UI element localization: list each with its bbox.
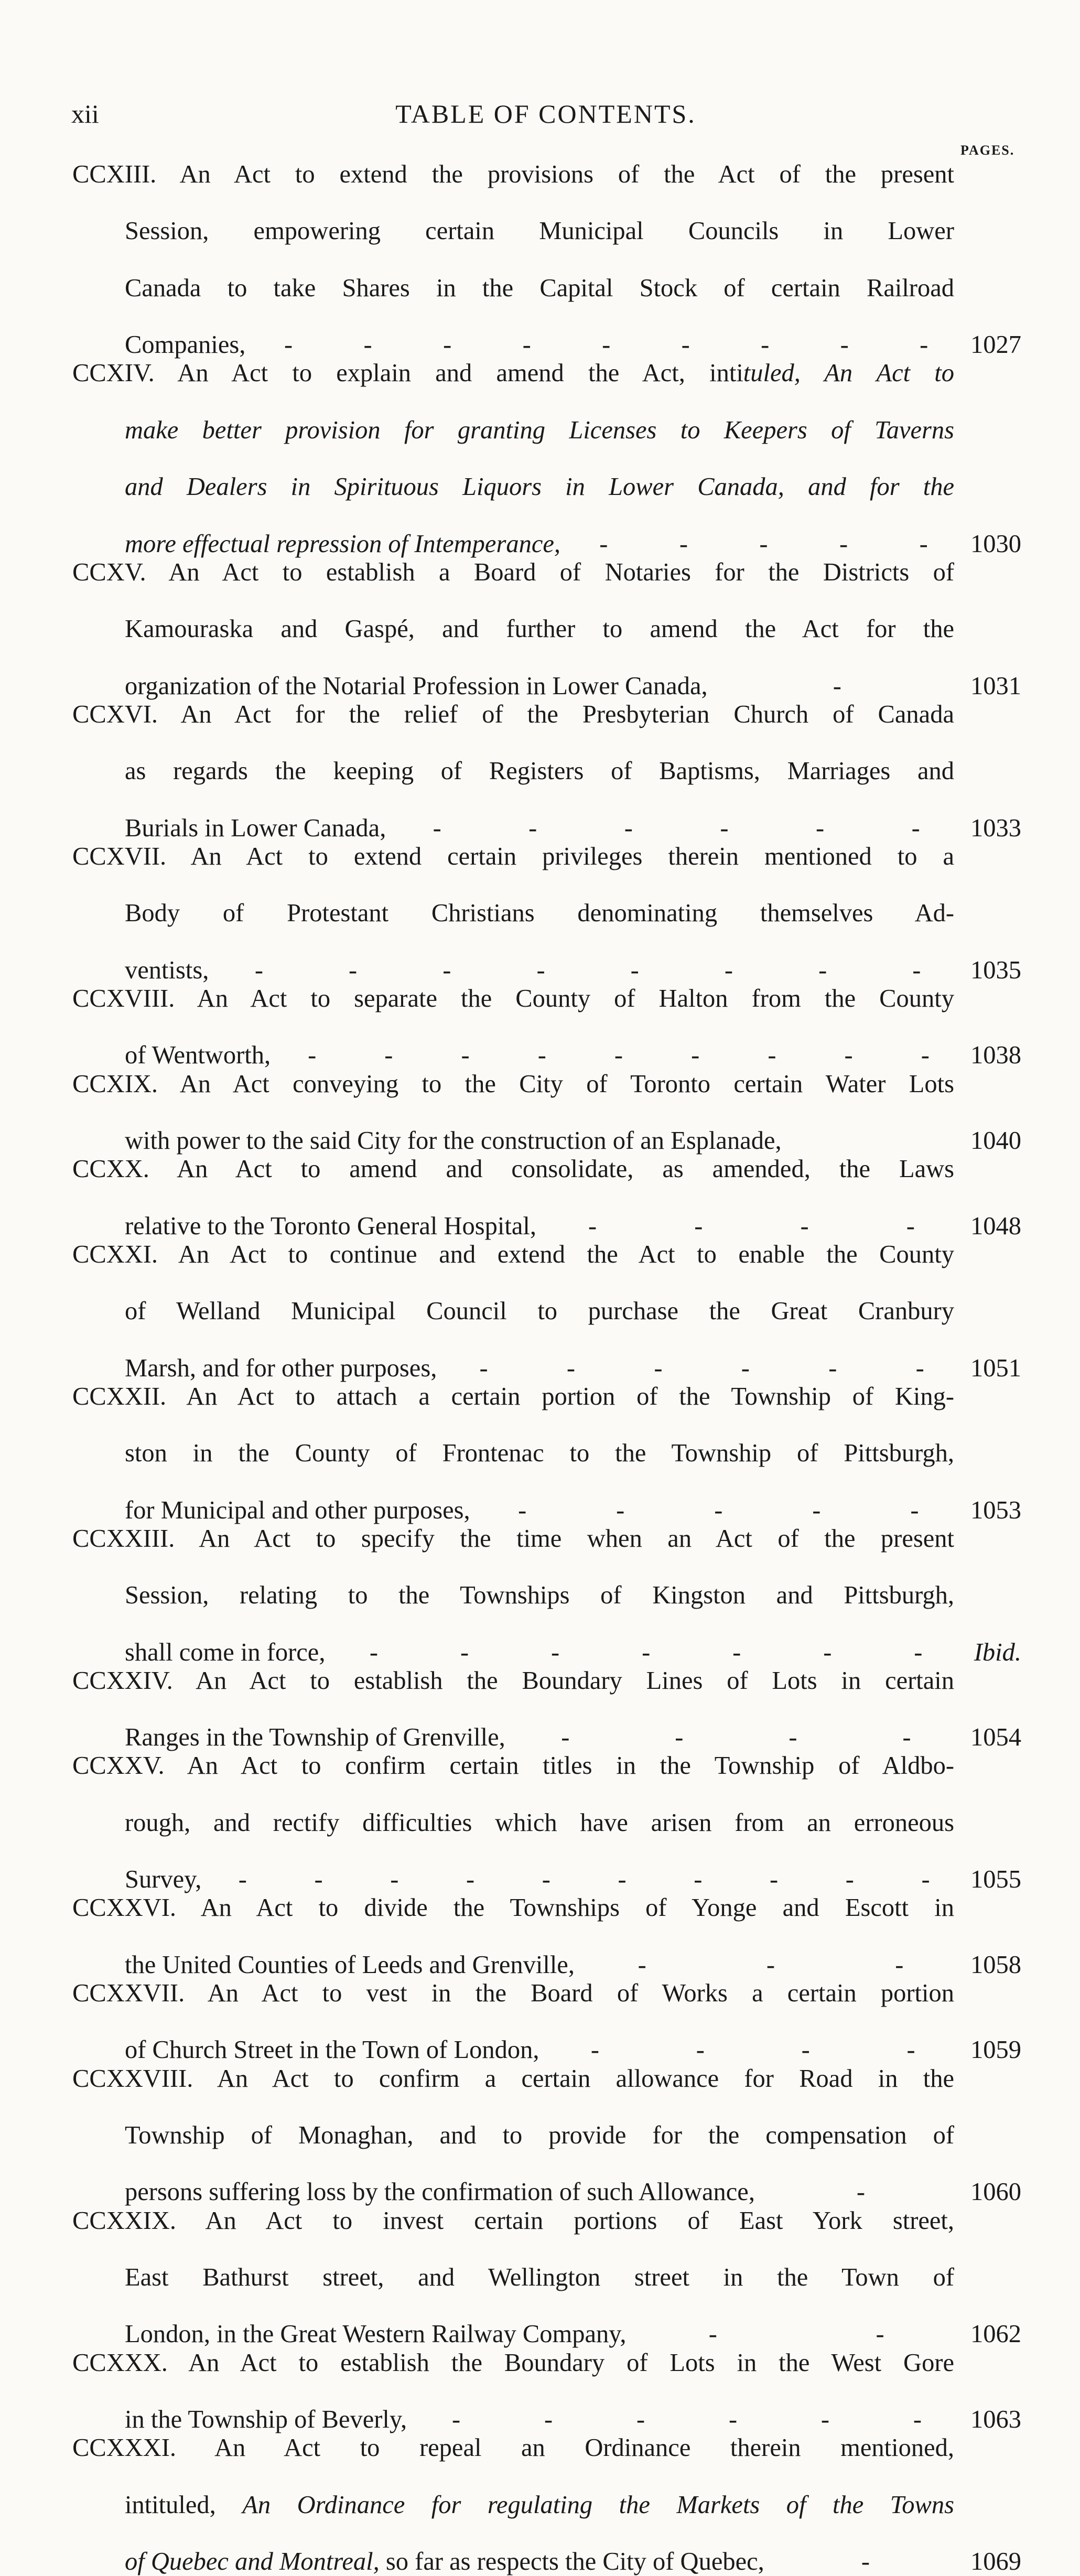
roman-text: CCXIV. An Act to explain and amend the Act, inti [72,359,743,387]
leader-dash: - [675,1723,684,1752]
entry-last-text: organization of the Notarial Profession in Lower Canada, [125,672,708,700]
entry-last-text: Survey, [125,1866,202,1894]
leader-dash: - [536,956,545,984]
entry-last-line [72,1639,1021,1667]
entry-heading-line: CCXXVII. An Act to vest in the Board of Works a certain portion [72,1979,954,2007]
toc-entry [72,1155,1021,1241]
entry-last-text: the United Counties of Leeds and Grenville, [125,1950,575,1979]
page-title: TABLE OF CONTENTS. [395,99,696,128]
leader-dash: - [518,1496,527,1524]
leader-dash: - [460,1638,469,1666]
roman-text: so far as respects the City of Quebec, [379,2548,764,2576]
leader-dash: - [769,1866,779,1894]
entry-last-line [72,1951,1021,1979]
leader-dash: - [566,1354,576,1382]
page-reference: 1051 [970,1354,1021,1382]
leader-dash: - [828,1354,837,1382]
page-reference: 1030 [970,530,1021,558]
leader-dash: - [254,956,263,984]
entry-last-text: of Wentworth, [125,1041,271,1070]
entry-heading-line: CCXXI. An Act to continue and extend the Act to enable the County [72,1240,954,1268]
toc-entry [72,2207,1021,2349]
page-reference: 1069 [970,2548,1021,2576]
dot-leader [271,1041,967,1070]
leader-dash: - [823,1638,832,1666]
leader-dash: - [801,2036,810,2064]
leader-dash: - [528,814,537,842]
leader-dash: - [915,1354,924,1382]
leader-dash: - [906,1212,915,1240]
leader-dash: - [921,1866,930,1894]
leader-dash: - [308,1041,317,1070]
dot-leader [407,2406,967,2434]
leader-dash: - [844,1041,853,1070]
entry-last-line [72,814,1021,843]
entry-last-line [72,1212,1021,1241]
leader-dash: - [630,956,639,984]
page-reference: 1055 [970,1866,1021,1894]
entry-last-line [72,2320,1021,2348]
page-reference: 1059 [970,2036,1021,2064]
leader-dash: - [845,1866,854,1894]
leader-dash: - [732,1638,741,1666]
entry-last-text: Companies, [125,331,246,359]
toc-entry [72,2349,1021,2434]
entry-continuation-line: of Welland Municipal Council to purchase the Great Cranbury [125,1297,954,1325]
page-header [71,99,1020,141]
leader-dash: - [789,1723,797,1752]
leader-dash: - [561,1723,570,1752]
roman-text: intituled, [125,2491,243,2519]
entry-heading-line: CCXXVI. An Act to divide the Townships of Yonge and Escott in [72,1894,954,1922]
entry-last-line [72,1127,1021,1155]
dot-leader [764,2548,967,2576]
page-reference: 1058 [970,1950,1021,1979]
leader-dash: - [920,331,928,359]
pages-column-label: PAGES. [960,143,1015,158]
entry-last-line [72,2406,1021,2434]
toc-entry [72,700,1021,843]
leader-dash: - [696,2036,705,2064]
entry-continuation-line: as regards the keeping of Registers of Baptisms, Marriages and [125,757,954,785]
leader-dash: - [614,1041,623,1070]
toc-entry [72,2065,1021,2207]
toc-entry [72,1979,1021,2065]
toc-entry [72,160,1021,359]
leader-dash: - [912,956,921,984]
page-reference: 1035 [970,956,1021,984]
entry-heading-line: CCXVI. An Act for the relief of the Presbyterian Church of Canada [72,700,954,728]
leader-dash: - [369,1638,379,1666]
entry-last-text: of Church Street in the Town of London, [125,2036,539,2064]
leader-dash: - [906,2036,915,2064]
italic-text: make better provision for granting Licenses to Keepers of Taverns [125,416,954,444]
entry-last-line [72,2036,1021,2064]
toc-entry [72,1070,1021,1156]
entry-continuation-line: Township of Monaghan, and to provide for the compensation of [125,2121,954,2150]
page-reference: Ibid. [974,1638,1021,1666]
leader-dash: - [861,2548,870,2576]
leader-dash: - [708,2320,717,2348]
leader-dash: - [479,1354,488,1382]
toc-entry [72,843,1021,985]
leader-dash: - [691,1041,700,1070]
page-reference: 1053 [970,1496,1021,1524]
page-number: xii [71,99,99,128]
toc-entry [72,558,1021,700]
leader-dash: - [913,2406,922,2434]
entry-continuation-line [72,473,954,530]
toc-entry [72,1667,1021,1752]
leader-dash: - [768,1041,776,1070]
entry-continuation-line: East Bathurst street, and Wellington street in the Town of [125,2264,954,2292]
entry-heading-line: CCXXX. An Act to establish the Boundary of Lots in the West Gore [72,2348,954,2377]
leader-dash: - [681,331,690,359]
leader-dash: - [724,956,733,984]
leader-dash: - [919,530,928,558]
leader-dash: - [876,2320,884,2348]
page-reference: 1040 [970,1126,1021,1155]
page-reference: 1060 [970,2178,1021,2206]
leader-dash: - [759,530,768,558]
entry-last-text: Ranges in the Township of Grenville, [125,1723,505,1752]
leader-dash: - [599,530,608,558]
entry-last-text: shall come in force, [125,1638,326,1666]
entry-continuation-line: Body of Protestant Christians denominating themselves Ad- [125,899,954,928]
toc-entry [72,1241,1021,1383]
leader-dash: - [895,1950,904,1979]
dot-leader [325,1639,967,1667]
leader-dash: - [714,1496,723,1524]
dot-leader [437,1354,967,1383]
dot-leader [539,2036,967,2064]
leader-dash: - [728,2406,738,2434]
entry-continuation-line: Kamouraska and Gaspé, and further to amend the Act for the [125,615,954,643]
dot-leader [470,1496,967,1525]
entry-continuation-line: Session, empowering certain Municipal Councils in Lower [125,217,954,245]
entry-last-line [72,1354,1021,1383]
entry-last-line [72,1866,1021,1894]
leader-dash: - [461,1041,470,1070]
leader-dash: - [544,2406,553,2434]
dot-leader [626,2320,967,2348]
leader-dash: - [921,1041,930,1070]
entry-heading-line: CCXIII. An Act to extend the provisions of the Act of the present [72,160,954,188]
leader-dash: - [856,2178,866,2206]
leader-dash: - [638,1950,646,1979]
leader-dash: - [694,1212,703,1240]
entry-heading-line: CCXV. An Act to establish a Board of Notaries for the Districts of [72,558,954,586]
entry-last-line [72,672,1021,700]
leader-dash: - [442,956,451,984]
entry-continuation-line [72,2491,954,2548]
leader-dash: - [238,1866,247,1894]
entry-continuation-line [72,416,954,473]
toc-entry [72,985,1021,1070]
toc-entry [72,2434,1021,2576]
leader-dash: - [720,814,729,842]
leader-dash: - [812,1496,821,1524]
entry-continuation-line: rough, and rectify difficulties which have arisen from an erroneous [125,1808,954,1837]
entry-heading-line: CCXVIII. An Act to separate the County of Halton from the County [72,984,954,1012]
leader-dash: - [840,331,849,359]
page-reference: 1054 [970,1723,1021,1752]
page-reference: 1038 [970,1041,1021,1070]
leader-dash: - [433,814,441,842]
leader-dash: - [522,331,531,359]
dot-leader [386,814,967,843]
dot-leader [575,1951,967,1979]
leader-dash: - [284,331,293,359]
entry-last-text: Burials in Lower Canada, [125,814,386,842]
leader-dash: - [816,814,825,842]
entry-continuation-line: Session, relating to the Townships of Kingston and Pittsburgh, [125,1581,954,1610]
leader-dash: - [642,1638,651,1666]
leader-dash: - [384,1041,393,1070]
leader-dash: - [590,2036,599,2064]
entry-continuation-line: Canada to take Shares in the Capital Stock of certain Railroad [125,274,954,302]
dot-leader [505,1723,967,1752]
entry-heading-line: CCXIX. An Act conveying to the City of Toronto certain Water Lots [72,1070,954,1098]
leader-dash: - [466,1866,475,1894]
leader-dash: - [537,1041,546,1070]
entry-last-text: London, in the Great Western Railway Company, [125,2320,627,2348]
entry-heading-line: CCXXIII. An Act to specify the time when an Act of the present [72,1524,954,1553]
entry-last-text: relative to the Toronto General Hospital, [125,1212,536,1240]
leader-dash: - [636,2406,645,2434]
entry-heading-line: CCXXIV. An Act to establish the Boundary Lines of Lots in certain [72,1666,954,1695]
italic-text: tuled, An Act to [743,359,955,387]
entry-last-text: persons suffering loss by the confirmation of such Allowance, [125,2178,755,2206]
entry-heading-line: CCXXV. An Act to confirm certain titles in the Township of Aldbo- [72,1752,954,1780]
leader-dash: - [551,1638,560,1666]
leader-dash: - [618,1866,627,1894]
dot-leader [245,331,967,359]
entry-last-line [72,1723,1021,1752]
leader-dash: - [741,1354,750,1382]
italic-text: and Dealers in Spirituous Liquors in Lower Canada, and for the [125,473,954,501]
toc-entry [72,1752,1021,1894]
entry-last-text: for Municipal and other purposes, [125,1496,470,1524]
entry-heading-line: CCXXIX. An Act to invest certain portions of East York street, [72,2206,954,2235]
leader-dash: - [314,1866,323,1894]
leader-dash: - [902,1723,911,1752]
entry-heading-line: CCXXII. An Act to attach a certain portion of the Township of King- [72,1382,954,1410]
leader-dash: - [390,1866,399,1894]
page-reference: 1063 [970,2406,1021,2434]
leader-dash: - [839,530,848,558]
leader-dash: - [820,2406,830,2434]
leader-dash: - [542,1866,550,1894]
entry-last-text: Marsh, and for other purposes, [125,1354,437,1382]
dot-leader [536,1212,967,1241]
leader-dash: - [818,956,827,984]
entry-last-text: with power to the said City for the construction of an Esplanade, [125,1126,782,1155]
entry-last-line [72,2178,1021,2206]
entry-last-line [72,2548,1021,2576]
leader-dash: - [443,331,452,359]
leader-dash: - [833,672,841,700]
leader-dash: - [766,1950,775,1979]
page-reference: 1031 [970,672,1021,700]
entry-last-text: in the Township of Beverly, [125,2406,407,2434]
entry-continuation-line: ston in the County of Frontenac to the Township of Pittsburgh, [125,1439,954,1468]
entry-heading-line: CCXXXI. An Act to repeal an Ordinance therein mentioned, [72,2434,954,2462]
page-reference: 1027 [970,331,1021,359]
leader-dash: - [654,1354,663,1382]
leader-dash: - [911,814,920,842]
page-reference: 1062 [970,2320,1021,2348]
dot-leader [201,1866,967,1894]
leader-dash: - [694,1866,703,1894]
entry-last-text [125,2548,764,2576]
leader-dash: - [349,956,358,984]
entry-last-line [72,1041,1021,1070]
entry-heading-line [72,359,954,416]
leader-dash: - [602,331,611,359]
leader-dash: - [363,331,372,359]
leader-dash: - [616,1496,625,1524]
leader-dash: - [914,1638,923,1666]
leader-dash: - [624,814,633,842]
entry-last-line [72,956,1021,985]
dot-leader [755,2178,967,2206]
entry-last-line [72,530,1021,558]
leader-dash: - [452,2406,461,2434]
page-reference: 1048 [970,1212,1021,1240]
entry-last-line [72,1496,1021,1525]
italic-text: of Quebec and Montreal, [125,2548,380,2576]
toc-entry [72,359,1021,558]
leader-dash: - [588,1212,597,1240]
leader-dash: - [800,1212,809,1240]
entry-last-line [72,331,1021,359]
leader-dash: - [910,1496,919,1524]
toc-entry [72,1525,1021,1667]
entry-last-text: more effectual repression of Intemperance, [125,530,561,558]
entry-heading-line: CCXX. An Act to amend and consolidate, as amended, the Laws [72,1155,954,1183]
dot-leader [209,956,967,985]
entry-last-text: ventists, [125,956,209,984]
italic-text: An Ordinance for regulating the Markets of the Towns [242,2491,955,2519]
leader-dash: - [761,331,770,359]
page-reference: 1033 [970,814,1021,842]
toc-entry [72,1894,1021,1979]
dot-leader [708,672,967,700]
dot-leader [560,530,967,558]
entry-heading-line: CCXXVIII. An Act to confirm a certain allowance for Road in the [72,2064,954,2093]
leader-dash: - [679,530,688,558]
entry-heading-line: CCXVII. An Act to extend certain privileges therein mentioned to a [72,842,954,870]
toc-entry [72,1383,1021,1525]
table-of-contents [72,160,1021,2576]
